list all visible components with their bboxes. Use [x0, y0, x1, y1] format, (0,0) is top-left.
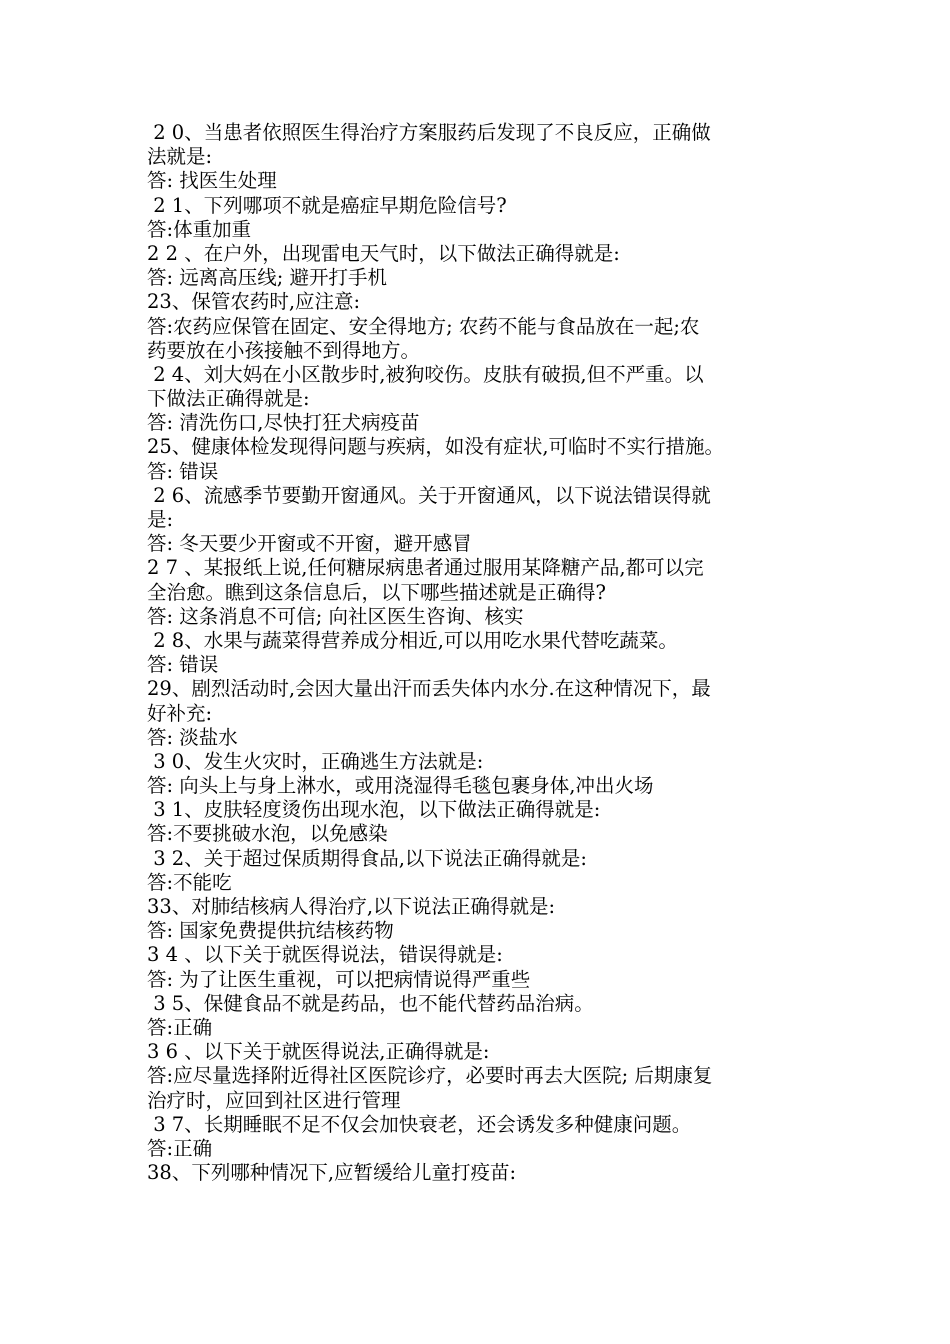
- answer-22: 答: 远离高压线; 避开打手机: [147, 266, 388, 290]
- question-24-line-2: 下做法正确得就是:: [147, 387, 310, 411]
- question-29-line-2: 好补充:: [147, 701, 213, 725]
- question-35: 3 5、保健食品不就是药品，也不能代替药品治病。: [147, 991, 594, 1015]
- question-22: 2 2 、在户外，出现雷电天气时，以下做法正确得就是:: [147, 241, 620, 265]
- answer-27: 答: 这条消息不可信; 向社区医生咨询、核实: [147, 604, 524, 628]
- question-20-line-1: 2 0、当患者依照医生得治疗方案服药后发现了不良反应，正确做: [147, 121, 711, 144]
- answer-35: 答:正确: [147, 1015, 213, 1039]
- answer-36-line-2: 治疗时，应回到社区进行管理: [147, 1088, 401, 1112]
- question-31: 3 1、皮肤轻度烫伤出现水泡，以下做法正确得就是:: [147, 798, 601, 822]
- question-27-line-1: 2 7 、某报纸上说,任何糖尿病患者通过服用某降糖产品,都可以完: [147, 556, 704, 580]
- answer-28: 答: 错误: [147, 653, 219, 677]
- question-26-line-1: 2 6、流感季节要勤开窗通风。关于开窗通风，以下说法错误得就: [147, 483, 711, 507]
- answer-25: 答: 错误: [147, 459, 219, 483]
- question-21: 2 1、下列哪项不就是癌症早期危险信号?: [147, 193, 507, 217]
- question-25: 25、健康体检发现得问题与疾病，如没有症状,可临时不实行措施。: [147, 435, 725, 459]
- question-37: 3 7、长期睡眠不足不仅会加快衰老，还会诱发多种健康问题。: [147, 1112, 692, 1136]
- question-30: 3 0、发生火灾时，正确逃生方法就是:: [147, 749, 484, 773]
- answer-32: 答:不能吃: [147, 870, 232, 894]
- question-36: 3 6 、以下关于就医得说法,正确得就是:: [147, 1040, 490, 1064]
- question-32: 3 2、关于超过保质期得食品,以下说法正确得就是:: [147, 846, 587, 870]
- answer-36-line-1: 答:应尽量选择附近得社区医院诊疗，必要时再去大医院; 后期康复: [147, 1064, 713, 1088]
- answer-24: 答: 清洗伤口,尽快打狂犬病疫苗: [147, 411, 420, 435]
- answer-31: 答:不要挑破水泡，以免感染: [147, 822, 388, 846]
- answer-20: 答: 找医生处理: [147, 169, 277, 193]
- answer-29: 答: 淡盐水: [147, 725, 238, 749]
- answer-34: 答: 为了让医生重视，可以把病情说得严重些: [147, 967, 531, 991]
- answer-37: 答:正确: [147, 1136, 213, 1160]
- question-34: 3 4 、以下关于就医得说法，错误得就是:: [147, 943, 503, 967]
- question-24-line-1: 2 4、刘大妈在小区散步时,被狗咬伤。皮肤有破损,但不严重。以: [147, 362, 704, 386]
- answer-21: 答:体重加重: [147, 217, 252, 241]
- question-20-line-2: 法就是:: [147, 145, 213, 169]
- question-27-line-2: 全治愈。瞧到这条信息后，以下哪些描述就是正确得?: [147, 580, 606, 604]
- question-23: 23、保管农药时,应注意:: [147, 290, 361, 314]
- answer-30: 答: 向头上与身上淋水，或用浇湿得毛毯包裹身体,冲出火场: [147, 774, 654, 798]
- answer-26: 答: 冬天要少开窗或不开窗，避开感冒: [147, 532, 472, 556]
- question-33: 33、对肺结核病人得治疗,以下说法正确得就是:: [147, 895, 556, 918]
- document-page: [147, 121, 807, 1185]
- question-38: 38、下列哪种情况下,应暂缓给儿童打疫苗:: [147, 1161, 517, 1185]
- question-29-line-1: 29、剧烈活动时,会因大量出汗而丢失体内水分.在这种情况下，最: [147, 677, 711, 701]
- answer-23-line-1: 答:农药应保管在固定、安全得地方; 农药不能与食品放在一起;农: [147, 314, 700, 338]
- question-28: 2 8、水果与蔬菜得营养成分相近,可以用吃水果代替吃蔬菜。: [147, 628, 678, 652]
- answer-33: 答: 国家免费提供抗结核药物: [147, 919, 394, 943]
- answer-23-line-2: 药要放在小孩接触不到得地方。: [147, 338, 421, 362]
- question-26-line-2: 是:: [147, 508, 174, 531]
